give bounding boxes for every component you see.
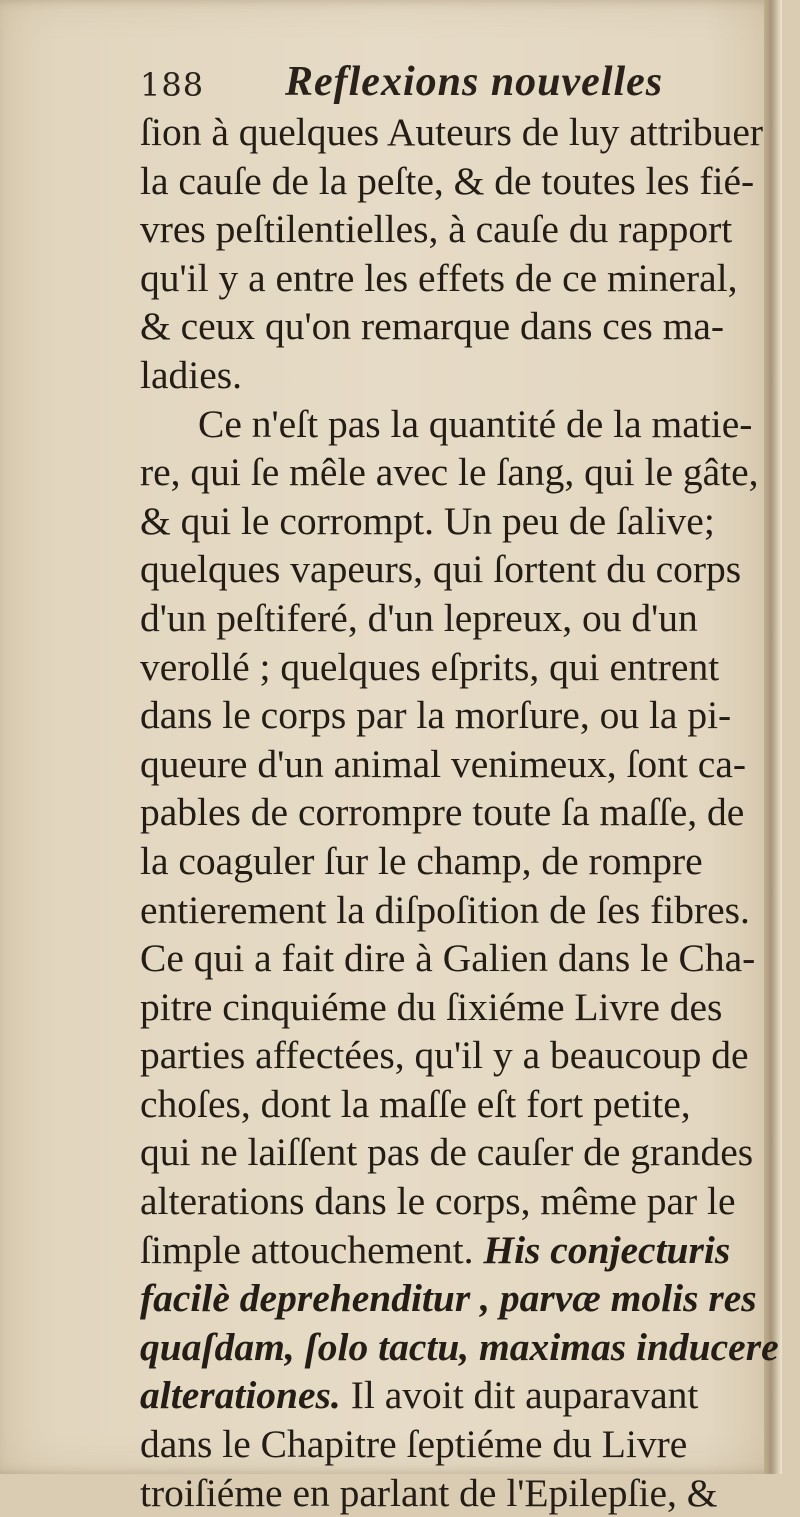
latin-quote-segment: facilè deprehenditur , parvæ molis res (140, 1276, 757, 1321)
text-line: dans le Chapitre ſeptiéme du Livre (140, 1422, 688, 1467)
text-segment: Il avoit dit auparavant (340, 1373, 699, 1418)
text-line: & qui le corrompt. Un peu de ſalive; (140, 498, 715, 543)
text-line: qui ne laiſſent pas de cauſer de grandes (140, 1130, 754, 1175)
text-line: qu'il y a entre les effets de ce mineral, (140, 255, 738, 300)
text-line: Ce n'eſt pas la quantité de la matie- (198, 401, 753, 446)
text-line (140, 1226, 780, 1275)
text-line: la cauſe de la peſte, & de toutes les fié- (140, 158, 755, 203)
text-line: queure d'un animal venimeux, ſont ca- (140, 741, 747, 786)
text-segment: ſimple attouchement. (140, 1227, 484, 1272)
text-line: choſes, dont la maſſe eſt fort petite, (140, 1081, 691, 1126)
text-line: pitre cinquiéme du ſixiéme Livre des (140, 984, 723, 1029)
text-line: parties affectées, qu'il y a beaucoup de (140, 1033, 749, 1078)
text-line: troiſiéme en parlant de l'Epilepſie, & (140, 1470, 718, 1515)
text-line: ſion à quelques Auteurs de luy attribuer (140, 110, 764, 154)
running-title: Reflexions nouvelles (285, 59, 664, 105)
text-line: verollé ; quelques eſprits, qui entrent (140, 644, 720, 689)
text-line: quelques vapeurs, qui ſortent du corps (140, 547, 742, 592)
latin-quote-segment: alterationes. (140, 1373, 341, 1418)
latin-quote-segment: His conjecturis (483, 1227, 731, 1272)
text-line (140, 1323, 780, 1372)
text-line: pables de corrompre toute ſa maſſe, de (140, 790, 745, 835)
text-line: ladies. (140, 352, 243, 397)
page-number: 188 (140, 66, 205, 104)
text-line: vres peſtilentielles, à cauſe du rapport (140, 207, 733, 252)
text-line: la coaguler ſur le champ, de rompre (140, 838, 703, 883)
text-line: entierement la diſpoſition de ſes fibres. (140, 887, 750, 932)
text-line: Ce qui a fait dire à Galien dans le Cha- (140, 936, 756, 981)
text-line: d'un peſtiferé, d'un lepreux, ou d'un (140, 595, 698, 640)
text-line (140, 1371, 780, 1420)
latin-quote-segment: quaſdam, ſolo tactu, maximas inducere (140, 1324, 779, 1369)
text-line (140, 1274, 780, 1323)
text-line: dans le corps par la morſure, ou la pi- (140, 693, 732, 738)
text-line: re, qui ſe mêle avec le ſang, qui le gâte, (140, 450, 759, 495)
text-line: & ceux qu'on remarque dans ces ma- (140, 304, 725, 349)
body-text (140, 108, 780, 1517)
text-line: alterations dans le corps, même par le (140, 1179, 736, 1224)
